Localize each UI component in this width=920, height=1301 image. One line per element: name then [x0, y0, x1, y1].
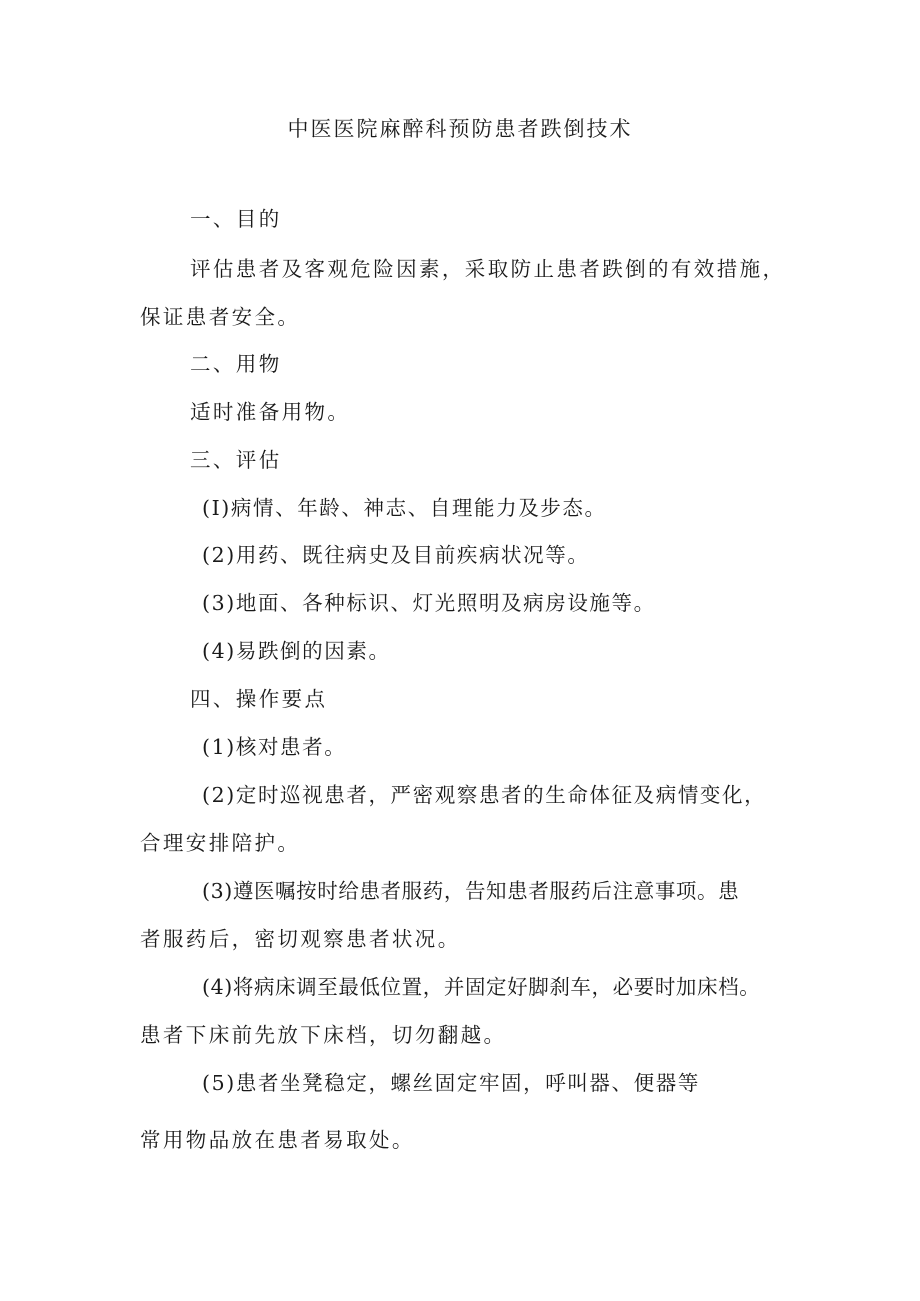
list-item: (2)定时巡视患者，严密观察患者的生命体征及病情变化，: [202, 783, 767, 807]
list-item: (3)地面、各种标识、灯光照明及病房设施等。: [202, 591, 656, 615]
paragraph-line: 合理安排陪护。: [140, 831, 301, 855]
section-heading-assessment: 三、评估: [190, 448, 282, 472]
section-heading-procedure: 四、操作要点: [190, 687, 328, 711]
paragraph-line: 者服药后，密切观察患者状况。: [140, 927, 461, 951]
section-heading-supplies: 二、用物: [190, 352, 282, 376]
list-item: (4)易跌倒的因素。: [202, 639, 391, 663]
list-item: (4)将病床调至最低位置，并固定好脚刹车，必要时加床档。: [202, 975, 761, 999]
list-item: (1)核对患者。: [202, 735, 347, 759]
document-title: 中医医院麻醉科预防患者跌倒技术: [287, 117, 633, 141]
paragraph-line: 评估患者及客观危险因素，采取防止患者跌倒的有效措施，: [190, 257, 786, 281]
paragraph-line: 患者下床前先放下床档，切勿翻越。: [140, 1023, 507, 1047]
paragraph-line: 常用物品放在患者易取处。: [140, 1128, 415, 1152]
paragraph-line: 适时准备用物。: [190, 400, 351, 424]
list-item: (5)患者坐凳稳定，螺丝固定牢固，呼叫器、便器等: [202, 1071, 700, 1095]
list-item: (2)用药、既往病史及目前疾病状况等。: [202, 543, 590, 567]
paragraph-line: 保证患者安全。: [140, 305, 301, 329]
section-heading-purpose: 一、目的: [190, 207, 282, 231]
list-item: (I)病情、年龄、神志、自理能力及步态。: [202, 496, 607, 520]
list-item: (3)遵医嘱按时给患者服药，告知患者服药后注意事项。患: [202, 879, 740, 903]
